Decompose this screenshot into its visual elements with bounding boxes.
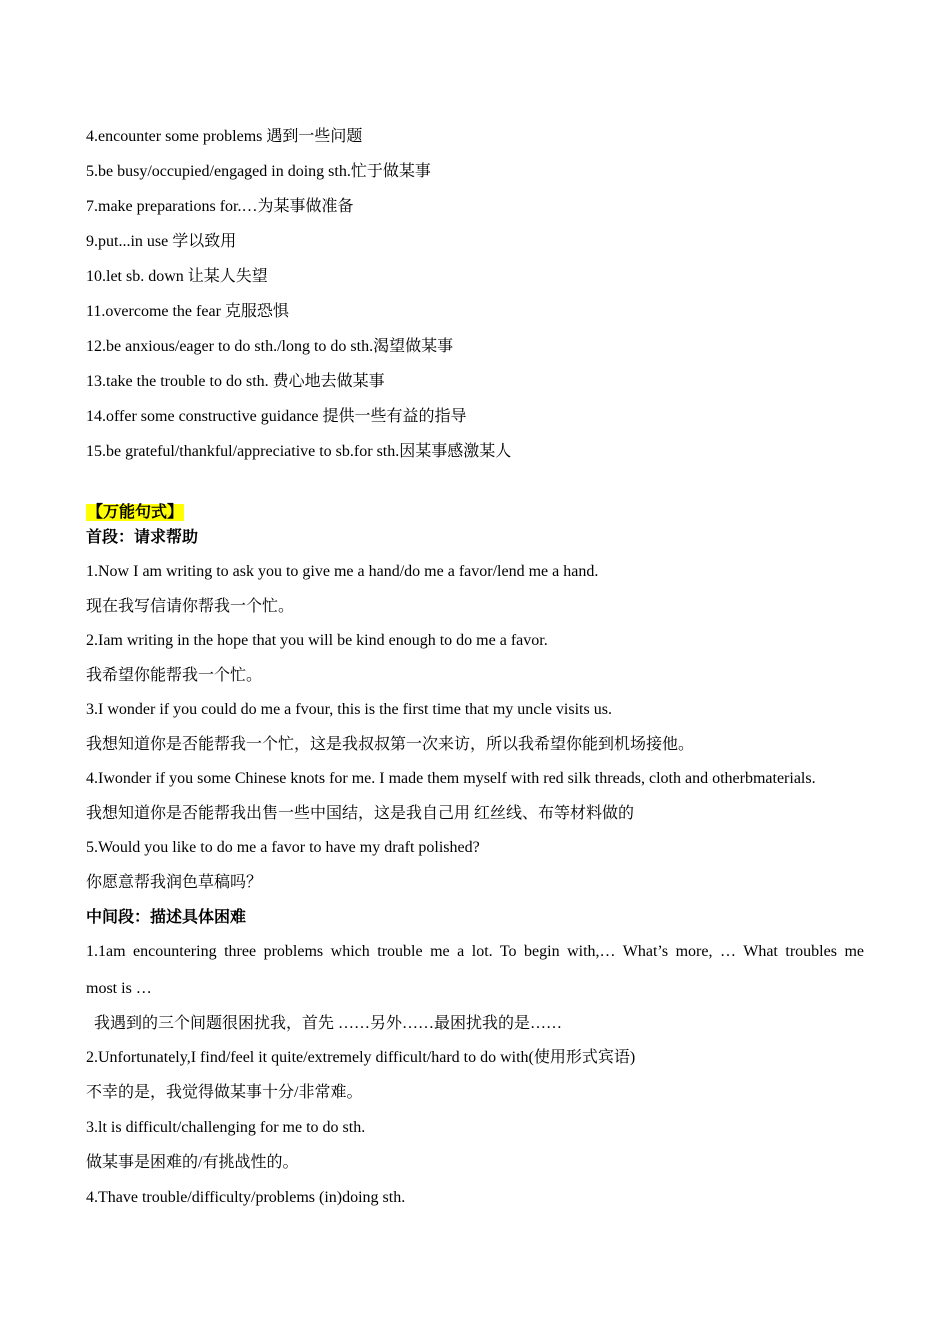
phrase-line: 9.put...in use 学以致用 <box>86 233 237 250</box>
phrase-line: 15.be grateful/thankful/appreciative to sb.for sth.因某事感激某人 <box>86 443 512 460</box>
sentence-line-continued: most is … <box>86 980 152 997</box>
middle-heading: 中间段：描述具体困难 <box>86 909 247 926</box>
translation-line: 我想知道你是否能帮我出售一些中国结，这是我自己用 红丝线、布等材料做的 <box>86 805 635 822</box>
section-title-row <box>86 503 864 523</box>
sentence-line: 1.1am encountering three problems which trouble me a lot. To begin with,… What’s more, … What troubles me <box>86 943 864 960</box>
phrase-line: 12.be anxious/eager to do sth./long to do sth.渴望做某事 <box>86 338 454 355</box>
sentence-line: 1.Now I am writing to ask you to give me a hand/do me a favor/lend me a hand. <box>86 563 599 580</box>
translation-line: 我想知道你是否能帮我一个忙，这是我叔叔第一次来访，所以我希望你能到机场接他。 <box>86 736 695 753</box>
translation-line: 我遇到的三个间题很困扰我，首先 ……另外……最困扰我的是…… <box>94 1015 563 1032</box>
translation-line: 不幸的是，我觉得做某事十分/非常难。 <box>86 1084 363 1101</box>
sentence-line: 5.Would you like to do me a favor to have my draft polished? <box>86 839 480 856</box>
phrase-line: 13.take the trouble to do sth. 费心地去做某事 <box>86 373 385 390</box>
sentence-line: 4.Iwonder if you some Chinese knots for me. I made them myself with red silk threads, cloth and otherbmaterials. <box>86 770 816 787</box>
phrase-line: 7.make preparations for.…为某事做准备 <box>86 198 354 215</box>
translation-line: 做某事是困难的/有挑战性的。 <box>86 1154 299 1171</box>
phrase-line: 4.encounter some problems 遇到一些问题 <box>86 128 363 145</box>
sentence-line: 2.Unfortunately,I find/feel it quite/extremely difficult/hard to do with(使用形式宾语) <box>86 1049 636 1066</box>
sentence-line: 3.lt is difficult/challenging for me to do sth. <box>86 1119 366 1136</box>
phrase-line: 11.overcome the fear 克服恐惧 <box>86 303 289 320</box>
section-title: 【万能句式】 <box>87 504 184 521</box>
sentence-line: 2.Iam writing in the hope that you will be kind enough to do me a favor. <box>86 632 548 649</box>
translation-line: 现在我写信请你帮我一个忙。 <box>86 598 295 615</box>
phrase-line: 5.be busy/occupied/engaged in doing sth.忙于做某事 <box>86 163 431 180</box>
translation-line: 我希望你能帮我一个忙。 <box>86 667 263 684</box>
translation-line: 你愿意帮我润色草稿吗？ <box>86 874 263 891</box>
opening-heading: 首段：请求帮助 <box>86 529 199 546</box>
phrase-line: 14.offer some constructive guidance 提供一些有益的指导 <box>86 408 467 425</box>
sentence-line: 3.I wonder if you could do me a fvour, this is the first time that my uncle visits us. <box>86 701 612 718</box>
phrase-line: 10.let sb. down 让某人失望 <box>86 268 268 285</box>
sentence-line: 4.Thave trouble/difficulty/problems (in)doing sth. <box>86 1189 406 1206</box>
